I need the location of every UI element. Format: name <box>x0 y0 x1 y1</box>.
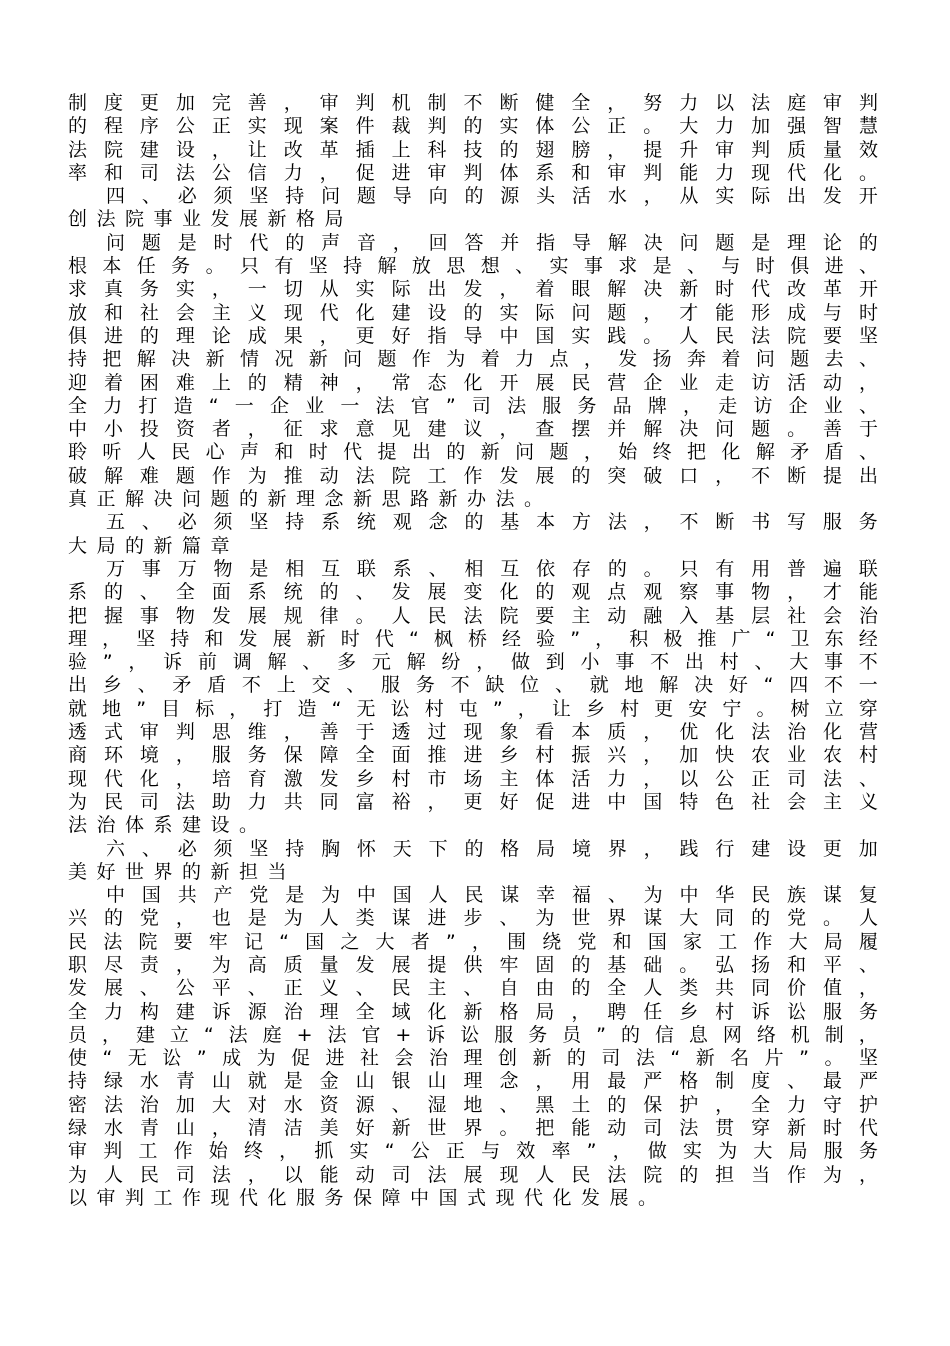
text-line: 为 人 民 司 法 ， 以 能 动 司 法 展 现 人 民 法 院 的 担 当 作 为 ， <box>68 1163 878 1186</box>
text-line: 持 绿 水 青 山 就 是 金 山 银 山 理 念 ， 用 最 严 格 制 度 、 最 严 <box>68 1070 878 1093</box>
text-line: 验 ” ， 诉 前 调 解 、 多 元 解 纷 ， 做 到 小 事 不 出 村 、 大 事 不 <box>68 651 878 674</box>
text-line: 审 判 工 作 始 终 ， 抓 实 “ 公 正 与 效 率 ” ， 做 实 为 大 局 服 务 <box>68 1140 878 1163</box>
text-line: 把 握 事 物 发 展 规 律 。 人 民 法 院 要 主 动 融 入 基 层 社 会 治 <box>68 604 878 627</box>
text-line: 透 式 审 判 思 维 ， 善 于 透 过 现 象 看 本 质 ， 优 化 法 治 化 营 <box>68 721 878 744</box>
text-line: 使 “ 无 讼 ” 成 为 促 进 社 会 治 理 创 新 的 司 法 “ 新 名 片 ” 。 坚 <box>68 1047 878 1070</box>
text-line: 真正解决问题的新理念新思路新办法。 <box>68 488 553 511</box>
text-line: 全 力 打 造 “ 一 企 业 一 法 官 ” 司 法 服 务 品 牌 ， 走 访 企 业 、 <box>68 394 878 417</box>
text-line: 问 题 是 时 代 的 声 音 ， 回 答 并 指 导 解 决 问 题 是 理 论 的 <box>106 231 878 254</box>
text-line: 出 乡 、 矛 盾 不 上 交 、 服 务 不 缺 位 、 就 地 解 决 好 “ 四 不 一 <box>68 674 878 697</box>
document-body <box>68 92 878 1210</box>
text-line: 法 院 建 设 ， 让 改 革 插 上 科 技 的 翅 膀 ， 提 升 审 判 质 量 效 <box>68 138 878 161</box>
text-line: 四 、 必 须 坚 持 问 题 导 向 的 源 头 活 水 ， 从 实 际 出 发 开 <box>106 185 878 208</box>
text-line: 商 环 境 ， 服 务 保 障 全 面 推 进 乡 村 振 兴 ， 加 快 农 业 农 村 <box>68 744 878 767</box>
text-line: 根 本 任 务 。 只 有 坚 持 解 放 思 想 、 实 事 求 是 、 与 时 俱 进 、 <box>68 255 878 278</box>
text-line: 六 、 必 须 坚 持 胸 怀 天 下 的 格 局 境 界 ， 践 行 建 设 更 加 <box>106 837 878 860</box>
text-line: 全 力 构 建 诉 源 治 理 全 域 化 新 格 局 ， 聘 任 乡 村 诉 讼 服 务 <box>68 1000 878 1023</box>
text-line: 五 、 必 须 坚 持 系 统 观 念 的 基 本 方 法 ， 不 断 书 写 服 务 <box>106 511 878 534</box>
text-line: 美好世界的新担当 <box>68 860 297 883</box>
text-line: 迎 着 困 难 上 的 精 神 ， 常 态 化 开 展 民 营 企 业 走 访 活 动 ， <box>68 371 878 394</box>
text-line: 以审判工作现代化服务保障中国式现代化发展。 <box>68 1186 667 1209</box>
text-line: 持 把 解 决 新 情 况 新 问 题 作 为 着 力 点 ， 发 扬 奔 着 问 题 去 、 <box>68 348 878 371</box>
text-line: 制 度 更 加 完 善 ， 审 判 机 制 不 断 健 全 ， 努 力 以 法 庭 审 判 <box>68 92 878 114</box>
text-line: 聆 听 人 民 心 声 和 时 代 提 出 的 新 问 题 ， 始 终 把 化 解 矛 盾 、 <box>68 441 878 464</box>
text-line: 放 和 社 会 主 义 现 代 化 建 设 的 实 际 问 题 ， 才 能 形 成 与 时 <box>68 301 878 324</box>
text-line: 的 程 序 公 正 实 现 案 件 裁 判 的 实 体 公 正 。 大 力 加 强 智 慧 <box>68 115 878 138</box>
text-line: 为 民 司 法 助 力 共 同 富 裕 ， 更 好 促 进 中 国 特 色 社 会 主 义 <box>68 790 878 813</box>
text-line: 民 法 院 要 牢 记 “ 国 之 大 者 ” ， 围 绕 党 和 国 家 工 作 大 局 履 <box>68 930 878 953</box>
text-line: 兴 的 党 ， 也 是 为 人 类 谋 进 步 、 为 世 界 谋 大 同 的 党 。 人 <box>68 907 878 930</box>
text-line: 率 和 司 法 公 信 力 ， 促 进 审 判 体 系 和 审 判 能 力 现 代 化 。 <box>68 161 878 184</box>
text-line: 理 ， 坚 持 和 发 展 新 时 代 “ 枫 桥 经 验 ” ， 积 极 推 广 “ 卫 东 经 <box>68 627 878 650</box>
text-line: 求 真 务 实 ， 一 切 从 实 际 出 发 ， 着 眼 解 决 新 时 代 改 革 开 <box>68 278 878 301</box>
text-line: 创法院事业发展新格局 <box>68 208 354 231</box>
text-line: 就 地 ” 目 标 ， 打 造 “ 无 讼 村 屯 ” ， 让 乡 村 更 安 宁 。 树 立 穿 <box>68 697 878 720</box>
text-line: 破 解 难 题 作 为 推 动 法 院 工 作 发 展 的 突 破 口 ， 不 断 提 出 <box>68 464 878 487</box>
text-line: 绿 水 青 山 ， 清 洁 美 好 新 世 界 。 把 能 动 司 法 贯 穿 新 时 代 <box>68 1117 878 1140</box>
text-line: 职 尽 责 ， 为 高 质 量 发 展 提 供 牢 固 的 基 础 。 弘 扬 和 平 、 <box>68 953 878 976</box>
text-line: 现 代 化 ， 培 育 激 发 乡 村 市 场 主 体 活 力 ， 以 公 正 司 法 、 <box>68 767 878 790</box>
text-line: 大局的新篇章 <box>68 534 240 557</box>
text-line: 中 小 投 资 者 ， 征 求 意 见 建 议 ， 查 摆 并 解 决 问 题 。 善 于 <box>68 418 878 441</box>
text-line: 中 国 共 产 党 是 为 中 国 人 民 谋 幸 福 、 为 中 华 民 族 谋 复 <box>106 884 878 907</box>
text-line: 法治体系建设。 <box>68 814 268 837</box>
text-line: 俱 进 的 理 论 成 果 ， 更 好 指 导 中 国 实 践 。 人 民 法 院 要 坚 <box>68 324 878 347</box>
text-line: 发 展 、 公 平 、 正 义 、 民 主 、 自 由 的 全 人 类 共 同 价 值 ， <box>68 977 878 1000</box>
text-line: 员 ， 建 立 “ 法 庭 + 法 官 + 诉 讼 服 务 员 ” 的 信 息 网 络 机 制 ， <box>68 1023 878 1046</box>
text-line: 系 的 、 全 面 系 统 的 、 发 展 变 化 的 观 点 观 察 事 物 ， 才 能 <box>68 581 878 604</box>
text-line: 密 法 治 加 大 对 水 资 源 、 湿 地 、 黑 土 的 保 护 ， 全 力 守 护 <box>68 1093 878 1116</box>
text-line: 万 事 万 物 是 相 互 联 系 、 相 互 依 存 的 。 只 有 用 普 遍 联 <box>106 557 878 580</box>
